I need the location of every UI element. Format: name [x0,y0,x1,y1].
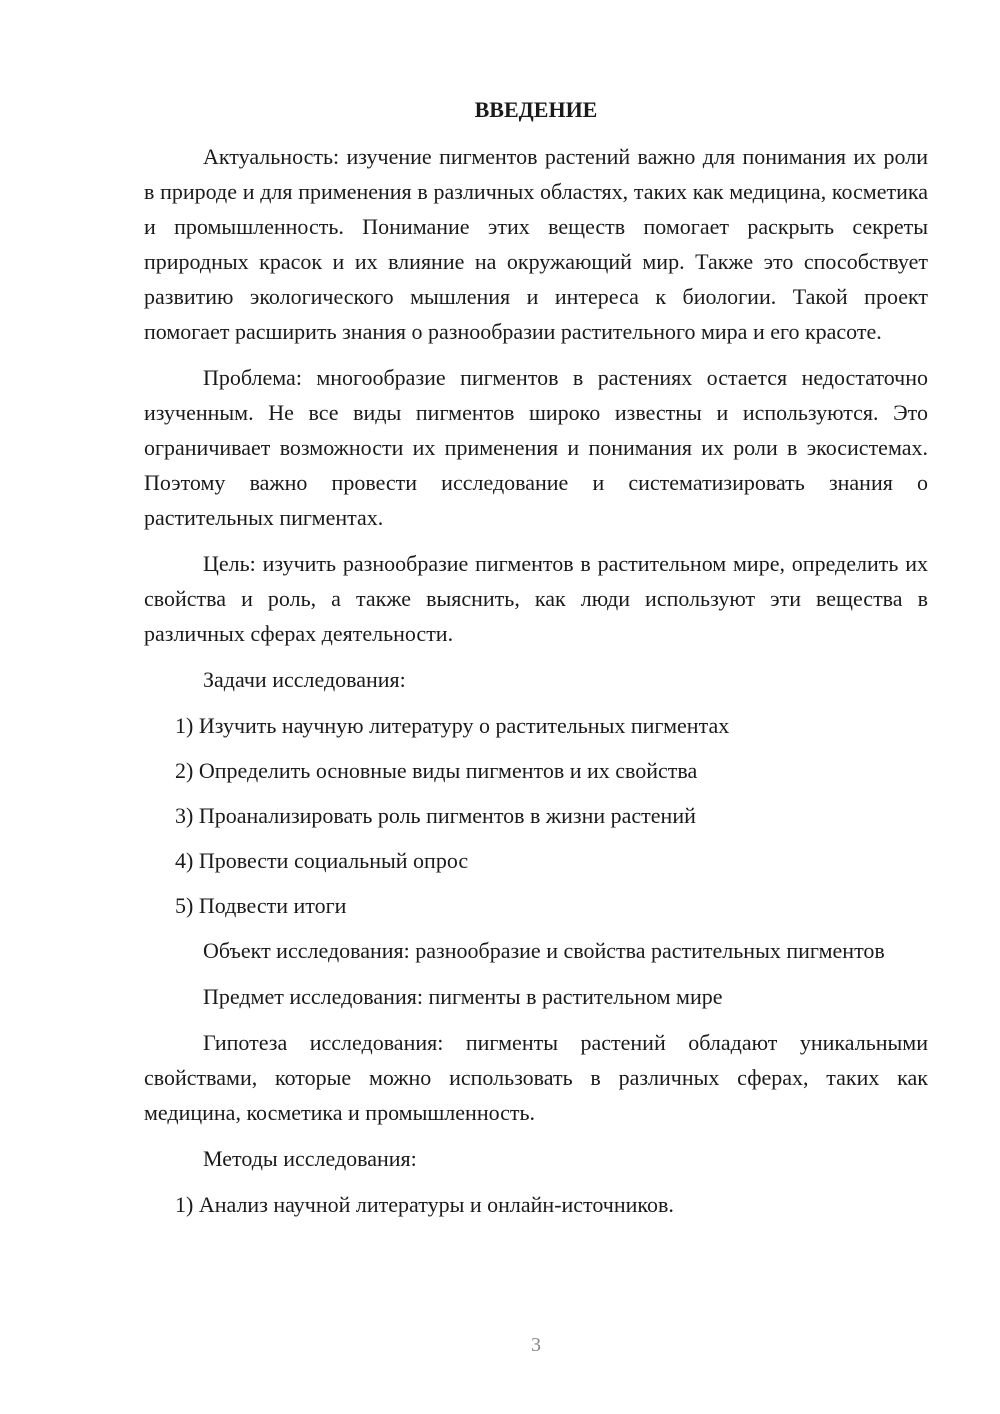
list-item: 1) Анализ научной литературы и онлайн-источников. [175,1192,674,1217]
problem-paragraph: Проблема: многообразие пигментов в растениях остается недостаточно изученным. Не все виды пигментов широко известны и используются. Это ограничивает возможности их применения и понимания их роли в экосистемах. Поэтому важно провести исследование и систематизировать знания о растительных пигментах. [144,365,928,530]
relevance-paragraph: Актуальность: изучение пигментов растений важно для понимания их роли в природе и для применения в различных областях, таких как медицина, косметика и промышленность. Понимание этих веществ помогает раскрыть секреты природных красок и их влияние на окружающий мир. Также это способствует развитию экологического мышления и интереса к биологии. Такой проект помогает расширить знания о разнообразии растительного мира и его красоте. [144,144,928,344]
page-content [144,92,928,1232]
hypothesis-paragraph: Гипотеза исследования: пигменты растений обладают уникальными свойствами, которые можно использовать в различных сферах, таких как медицина, косметика и промышленность. [144,1030,928,1125]
goal-paragraph: Цель: изучить разнообразие пигментов в растительном мире, определить их свойства и роль, а также выяснить, как люди используют эти вещества в различных сферах деятельности. [144,551,928,646]
list-item: 4) Провести социальный опрос [175,848,469,873]
page-title: ВВЕДЕНИЕ [474,97,598,122]
tasks-list [144,708,928,923]
object-paragraph: Объект исследования: разнообразие и свойства растительных пигментов [203,938,885,963]
subject-paragraph: Предмет исследования: пигменты в растительном мире [203,984,723,1009]
methods-title: Методы исследования: [203,1146,417,1171]
list-item: 1) Изучить научную литературу о растительных пигментах [175,713,730,738]
list-item: 5) Подвести итоги [175,893,347,918]
list-item: 3) Проанализировать роль пигментов в жизни растений [175,803,696,828]
list-item: 2) Определить основные виды пигментов и их свойства [175,758,698,783]
methods-list [144,1187,928,1222]
tasks-title: Задачи исследования: [203,667,406,692]
page-number: 3 [531,1334,541,1356]
